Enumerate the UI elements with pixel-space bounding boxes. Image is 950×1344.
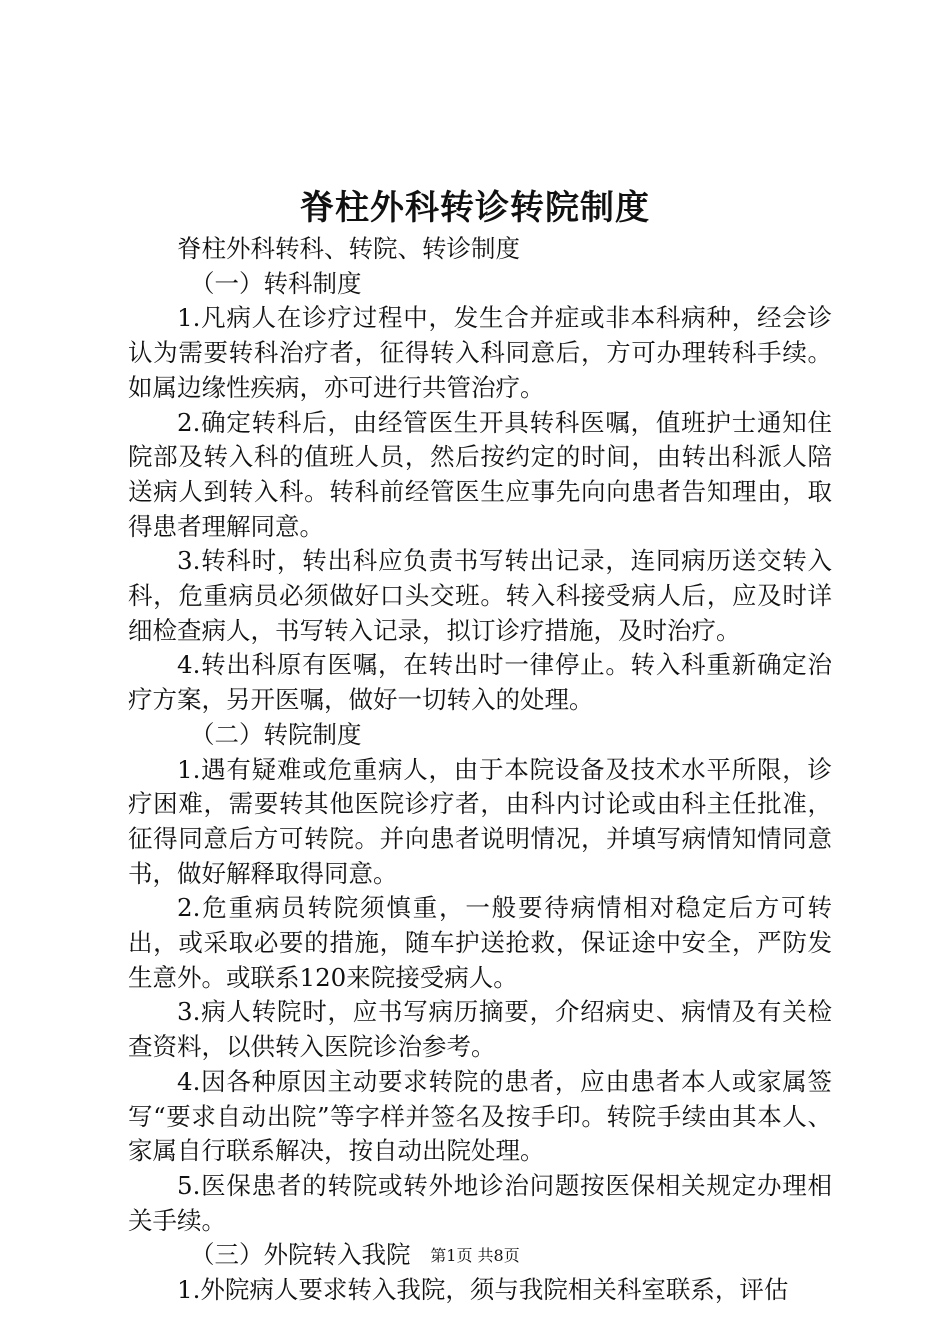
document-title: 脊柱外科转诊转院制度 — [300, 188, 650, 228]
paragraph: 1.外院病人要求转入我院，须与我院相关科室联系，评估 — [177, 1275, 789, 1305]
section-heading-1: （一）转科制度 — [190, 268, 362, 298]
section-heading-3: （三）外院转入我院 — [190, 1240, 411, 1270]
document-body — [128, 232, 832, 1308]
paragraph: 1.凡病人在诊疗过程中，发生合并症或非本科病种，经会诊认为需要转科治疗者，征得转入科同意后，方可办理转科手续。如属边缘性疾病，亦可进行共管治疗。 — [128, 303, 832, 402]
paragraph: 2.危重病员转院须慎重，一般要待病情相对稳定后方可转出，或采取必要的措施，随车护送抢救，保证途中安全，严防发生意外。或联系120来院接受病人。 — [128, 893, 832, 992]
paragraph: 1.遇有疑难或危重病人，由于本院设备及技术水平所限，诊疗困难，需要转其他医院诊疗者，由科内讨论或由科主任批准，征得同意后方可转院。并向患者说明情况，并填写病情知情同意书，做好解释取得同意。 — [128, 754, 832, 888]
paragraph: 4.转出科原有医嘱，在转出时一律停止。转入科重新确定治疗方案，另开医嘱，做好一切转入的处理。 — [128, 650, 832, 715]
paragraph: 4.因各种原因主动要求转院的患者，应由患者本人或家属签写“要求自动出院”等字样并签名及按手印。转院手续由其本人、家属自行联系解决，按自动出院处理。 — [128, 1066, 832, 1166]
paragraph: 3.转科时，转出科应负责书写转出记录，连同病历送交转入科，危重病员必须做好口头交班。转入科接受病人后，应及时详细检查病人，书写转入记录，拟订诊疗措施，及时治疗。 — [128, 546, 832, 645]
paragraph: 2.确定转科后，由经管医生开具转科医嘱，值班护士通知住院部及转入科的值班人员，然后按约定的时间，由转出科派人陪送病人到转入科。转科前经管医生应事先向向患者告知理由，取得患者理解同意。 — [128, 407, 832, 541]
page-number-footer: 第1页 共8页 — [430, 1246, 520, 1265]
paragraph: 5.医保患者的转院或转外地诊治问题按医保相关规定办理相关手续。 — [128, 1170, 832, 1235]
paragraph: 3.病人转院时，应书写病历摘要，介绍病史、病情及有关检查资料，以供转入医院诊治参考。 — [128, 997, 832, 1062]
document-subtitle: 脊柱外科转科、转院、转诊制度 — [177, 234, 520, 263]
section-heading-2: （二）转院制度 — [190, 719, 362, 749]
